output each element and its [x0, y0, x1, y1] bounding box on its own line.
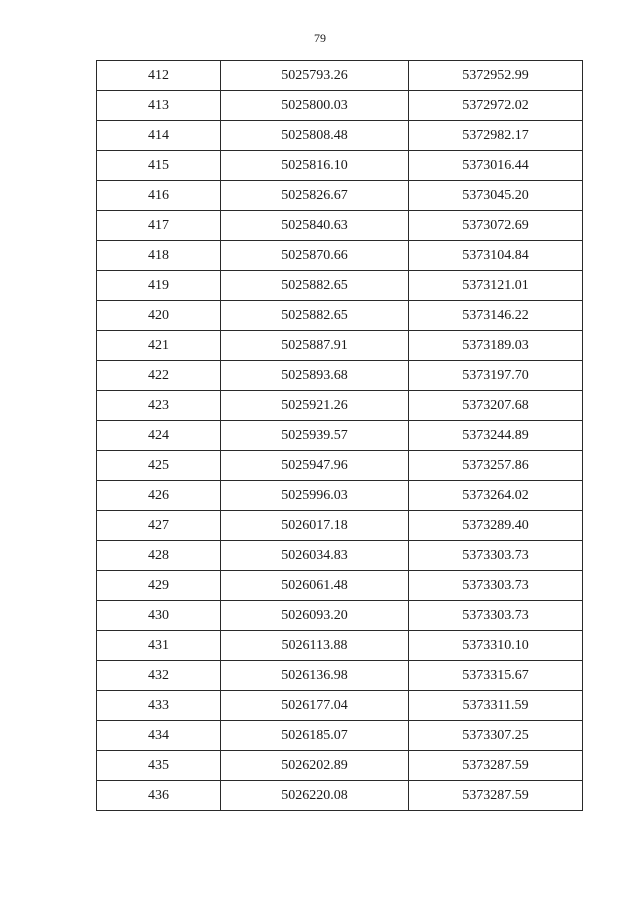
point-number-cell: 418: [97, 241, 221, 271]
x-coordinate-cell: 5025808.48: [221, 121, 409, 151]
x-coordinate-cell: 5025826.67: [221, 181, 409, 211]
point-number-cell: 428: [97, 541, 221, 571]
y-coordinate-cell: 5373315.67: [409, 661, 583, 691]
page-number: 79: [314, 31, 326, 45]
x-coordinate-cell: 5026017.18: [221, 511, 409, 541]
table-row: [97, 391, 583, 421]
table-row: [97, 301, 583, 331]
x-coordinate-cell: 5025840.63: [221, 211, 409, 241]
x-coordinate-cell: 5025996.03: [221, 481, 409, 511]
table-row: [97, 271, 583, 301]
point-number-cell: 424: [97, 421, 221, 451]
point-number-cell: 413: [97, 91, 221, 121]
table-row: [97, 511, 583, 541]
y-coordinate-cell: 5373244.89: [409, 421, 583, 451]
point-number-cell: 419: [97, 271, 221, 301]
point-number-cell: 430: [97, 601, 221, 631]
point-number-cell: 433: [97, 691, 221, 721]
x-coordinate-cell: 5026185.07: [221, 721, 409, 751]
y-coordinate-cell: 5373287.59: [409, 751, 583, 781]
point-number-cell: 432: [97, 661, 221, 691]
coordinates-table: [96, 60, 583, 811]
x-coordinate-cell: 5025793.26: [221, 61, 409, 91]
point-number-cell: 417: [97, 211, 221, 241]
table-row: [97, 751, 583, 781]
x-coordinate-cell: 5025939.57: [221, 421, 409, 451]
x-coordinate-cell: 5026034.83: [221, 541, 409, 571]
table-row: [97, 91, 583, 121]
coordinates-table-body: [97, 61, 583, 811]
point-number-cell: 420: [97, 301, 221, 331]
point-number-cell: 414: [97, 121, 221, 151]
x-coordinate-cell: 5026177.04: [221, 691, 409, 721]
y-coordinate-cell: 5373310.10: [409, 631, 583, 661]
table-row: [97, 601, 583, 631]
point-number-cell: 423: [97, 391, 221, 421]
table-row: [97, 541, 583, 571]
y-coordinate-cell: 5372982.17: [409, 121, 583, 151]
y-coordinate-cell: 5372972.02: [409, 91, 583, 121]
table-row: [97, 241, 583, 271]
y-coordinate-cell: 5373197.70: [409, 361, 583, 391]
table-row: [97, 451, 583, 481]
y-coordinate-cell: 5373016.44: [409, 151, 583, 181]
point-number-cell: 422: [97, 361, 221, 391]
x-coordinate-cell: 5025882.65: [221, 301, 409, 331]
y-coordinate-cell: 5373311.59: [409, 691, 583, 721]
point-number-cell: 426: [97, 481, 221, 511]
y-coordinate-cell: 5373104.84: [409, 241, 583, 271]
y-coordinate-cell: 5372952.99: [409, 61, 583, 91]
x-coordinate-cell: 5025882.65: [221, 271, 409, 301]
table-row: [97, 721, 583, 751]
table-row: [97, 121, 583, 151]
x-coordinate-cell: 5026093.20: [221, 601, 409, 631]
y-coordinate-cell: 5373207.68: [409, 391, 583, 421]
table-row: [97, 151, 583, 181]
x-coordinate-cell: 5025887.91: [221, 331, 409, 361]
point-number-cell: 415: [97, 151, 221, 181]
table-row: [97, 631, 583, 661]
point-number-cell: 421: [97, 331, 221, 361]
x-coordinate-cell: 5025893.68: [221, 361, 409, 391]
x-coordinate-cell: 5026136.98: [221, 661, 409, 691]
y-coordinate-cell: 5373189.03: [409, 331, 583, 361]
table-row: [97, 691, 583, 721]
x-coordinate-cell: 5025921.26: [221, 391, 409, 421]
point-number-cell: 416: [97, 181, 221, 211]
point-number-cell: 436: [97, 781, 221, 811]
point-number-cell: 431: [97, 631, 221, 661]
table-row: [97, 571, 583, 601]
table-row: [97, 361, 583, 391]
y-coordinate-cell: 5373146.22: [409, 301, 583, 331]
table-row: [97, 331, 583, 361]
x-coordinate-cell: 5025800.03: [221, 91, 409, 121]
y-coordinate-cell: 5373303.73: [409, 601, 583, 631]
y-coordinate-cell: 5373307.25: [409, 721, 583, 751]
y-coordinate-cell: 5373257.86: [409, 451, 583, 481]
y-coordinate-cell: 5373072.69: [409, 211, 583, 241]
point-number-cell: 427: [97, 511, 221, 541]
x-coordinate-cell: 5026061.48: [221, 571, 409, 601]
table-row: [97, 181, 583, 211]
y-coordinate-cell: 5373264.02: [409, 481, 583, 511]
y-coordinate-cell: 5373121.01: [409, 271, 583, 301]
x-coordinate-cell: 5026202.89: [221, 751, 409, 781]
table-row: [97, 421, 583, 451]
x-coordinate-cell: 5025816.10: [221, 151, 409, 181]
x-coordinate-cell: 5025870.66: [221, 241, 409, 271]
point-number-cell: 435: [97, 751, 221, 781]
x-coordinate-cell: 5026220.08: [221, 781, 409, 811]
table-row: [97, 661, 583, 691]
table-row: [97, 61, 583, 91]
y-coordinate-cell: 5373303.73: [409, 571, 583, 601]
y-coordinate-cell: 5373289.40: [409, 511, 583, 541]
table-row: [97, 481, 583, 511]
x-coordinate-cell: 5025947.96: [221, 451, 409, 481]
y-coordinate-cell: 5373303.73: [409, 541, 583, 571]
table-row: [97, 211, 583, 241]
x-coordinate-cell: 5026113.88: [221, 631, 409, 661]
point-number-cell: 434: [97, 721, 221, 751]
point-number-cell: 425: [97, 451, 221, 481]
table-row: [97, 781, 583, 811]
point-number-cell: 429: [97, 571, 221, 601]
y-coordinate-cell: 5373045.20: [409, 181, 583, 211]
y-coordinate-cell: 5373287.59: [409, 781, 583, 811]
point-number-cell: 412: [97, 61, 221, 91]
